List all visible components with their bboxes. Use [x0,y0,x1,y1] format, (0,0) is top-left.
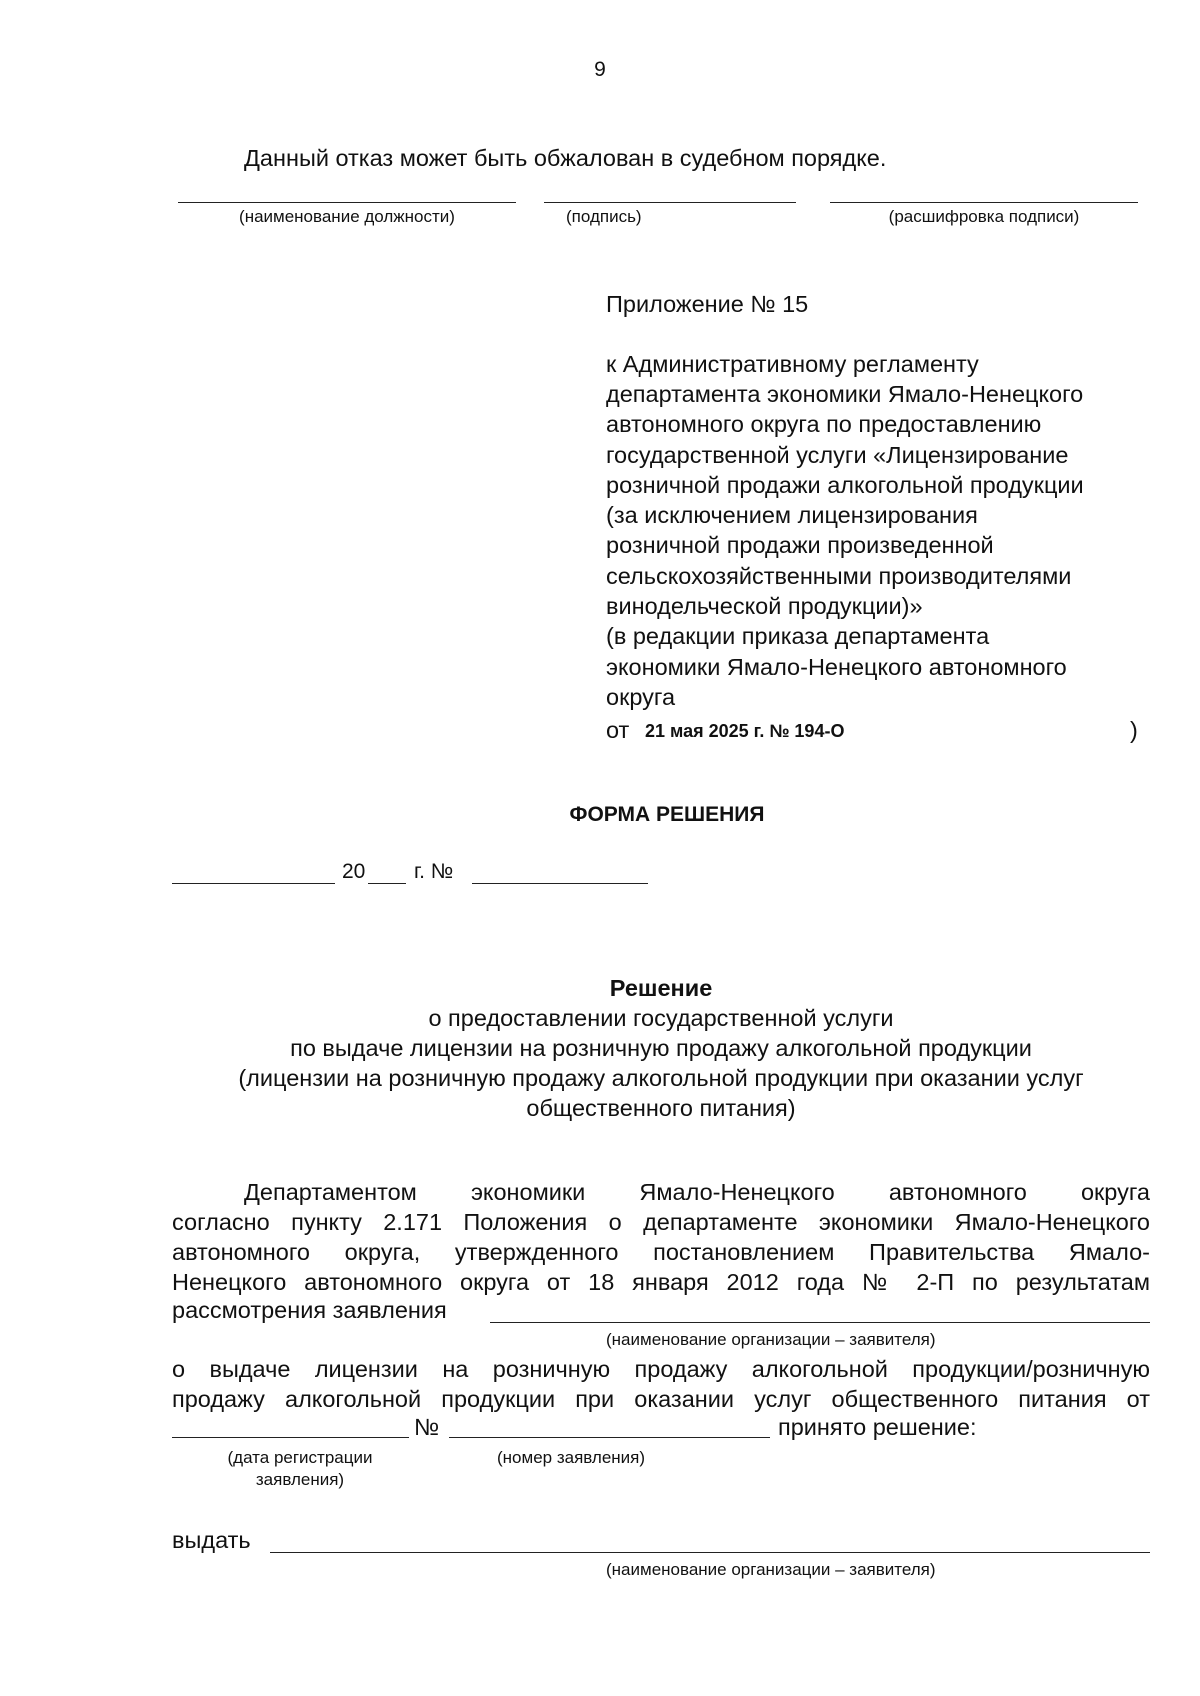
position-caption: (наименование должности) [239,207,455,226]
appendix-line: (за исключением лицензирования [606,502,978,528]
signature-caption: (подпись) [566,207,642,226]
appendix-line: автономного округа по предоставлению [606,411,1042,437]
appendix-line: округа [606,684,676,710]
appendix-line: винодельческой продукции)» [606,593,923,619]
consideration-label: рассмотрения заявления [172,1297,447,1323]
decision-taken: принято решение: [778,1414,977,1440]
body-line: Департаментом экономики Ямало-Ненецкого автономного округа [244,1179,1150,1205]
decision-subtitle-line: о предоставлении государственной услуги [428,1005,894,1031]
closing-paren: ) [1130,717,1138,743]
app-number-caption: (номер заявления) [497,1448,646,1467]
signature-line [544,202,796,203]
order-from-label: от [606,717,630,743]
reg-date-blank [172,1437,409,1438]
app-number-blank [449,1437,770,1438]
appeal-text: Данный отказ может быть обжалован в судебном порядке. [244,145,887,171]
order-date-number: 21 мая 2025 г. № 194-О [645,721,845,741]
appendix-line: (в редакции приказа департамента [606,623,990,649]
issue-caption: (наименование организации – заявителя) [606,1560,936,1579]
year-blank [368,883,406,884]
body-line: согласно пункту 2.171 Положения о департаменте экономики Ямало-Ненецкого [172,1209,1150,1235]
decision-title: Решение [609,975,713,1001]
appendix-line: розничной продажи алкогольной продукции [606,472,1084,498]
form-title: ФОРМА РЕШЕНИЯ [569,803,765,826]
issue-label: выдать [172,1527,251,1553]
appendix-line: розничной продажи произведенной [606,532,994,558]
decision-subtitle-line: общественного питания) [526,1095,796,1121]
appendix-title: Приложение № 15 [606,291,809,317]
body-line: продажу алкогольной продукции при оказании услуг общественного питания от [172,1386,1150,1412]
applicant-blank [490,1322,1150,1323]
appendix-line: департамента экономики Ямало-Ненецкого [606,381,1084,407]
body-line: автономного округа, утвержденного постановлением Правительства Ямало- [172,1239,1150,1265]
body-line: Ненецкого автономного округа от 18 января 2012 года № 2-П по результатам [172,1269,1150,1295]
number-blank [472,883,648,884]
decision-subtitle-line: по выдаче лицензии на розничную продажу алкогольной продукции [290,1035,1032,1061]
applicant-caption: (наименование организации – заявителя) [606,1330,936,1349]
position-line [178,202,516,203]
appendix-line: государственной услуги «Лицензирование [606,442,1069,468]
appendix-line: к Административному регламенту [606,351,979,377]
decision-subtitle-line: (лицензии на розничную продажу алкогольной продукции при оказании услуг [238,1065,1084,1091]
appendix-line: экономики Ямало-Ненецкого автономного [606,654,1067,680]
decoding-line [830,202,1138,203]
number-sign: № [414,1414,440,1440]
reg-date-caption: заявления) [255,1470,345,1489]
issue-blank [270,1552,1150,1553]
date-blank [172,883,335,884]
decoding-caption: (расшифровка подписи) [888,207,1080,226]
page-number: 9 [594,58,606,81]
year-prefix: 20 [342,860,366,883]
body-line: о выдаче лицензии на розничную продажу алкогольной продукции/розничную [172,1356,1150,1382]
reg-date-caption: (дата регистрации [227,1448,373,1467]
appendix-line: сельскохозяйственными производителями [606,563,1072,589]
year-suffix-number-sign: г. № [414,860,454,883]
